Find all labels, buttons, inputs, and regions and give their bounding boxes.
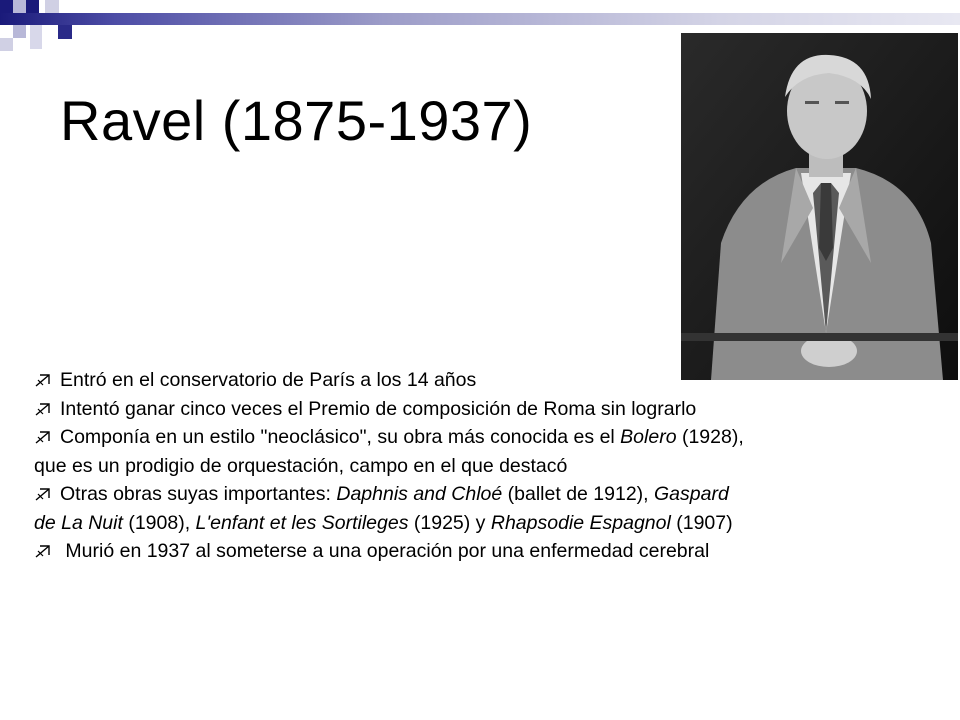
work-title-text: Rhapsodie Espagnol [490,511,671,534]
title-bar-gradient [0,13,960,25]
slide-title: Ravel (1875-1937) [60,89,533,152]
work-title-text: L'enfant et les Sortileges [195,511,409,534]
bullet-text: Componía en un estilo "neoclásico", su obra más conocida es el [60,426,621,448]
work-title-text: Daphnis and Chloé [336,483,503,505]
bullet-text: Intentó ganar cinco veces el Premio de composición de Roma sin lograrlo [60,397,697,420]
bullet-text: (1925) y [408,511,491,534]
bullet-text: (1908), [122,511,196,534]
bullet-text: (1928), que es un prodigio de orquestación, campo en el que destacó [34,426,744,477]
corner-square [0,0,13,13]
portrait-photo-icon [681,33,958,380]
bullet-text: (ballet de 1912), [502,483,655,505]
bullet-item [34,395,754,424]
bullet-item [34,366,754,395]
work-title-text: Gaspard de La Nuit [34,483,729,534]
bullet-item [34,480,754,537]
corner-square [26,0,39,13]
bullet-item [34,537,754,566]
bullet-text: Entró en el conservatorio de París a los 14 años [60,369,477,391]
bullet-arrow-icon [34,395,60,424]
bullet-arrow-icon [34,480,60,509]
bullet-arrow-icon [34,537,60,566]
corner-square [45,0,59,14]
portrait-photo [681,33,958,380]
corner-square [13,0,26,13]
corner-square [30,25,42,49]
work-title-text: Bolero [620,426,677,448]
bullet-list [34,366,754,566]
corner-square [13,25,26,38]
bullet-text: (1907) [670,511,733,534]
bullet-arrow-icon [34,423,60,452]
corner-square [0,38,13,51]
bullet-arrow-icon [34,366,60,395]
bullet-text: Murió en 1937 al someterse a una operación por una enfermedad cerebral [60,540,710,562]
bullet-item [34,423,754,480]
bullet-text: Otras obras suyas importantes: [60,483,337,505]
corner-square [58,25,72,39]
